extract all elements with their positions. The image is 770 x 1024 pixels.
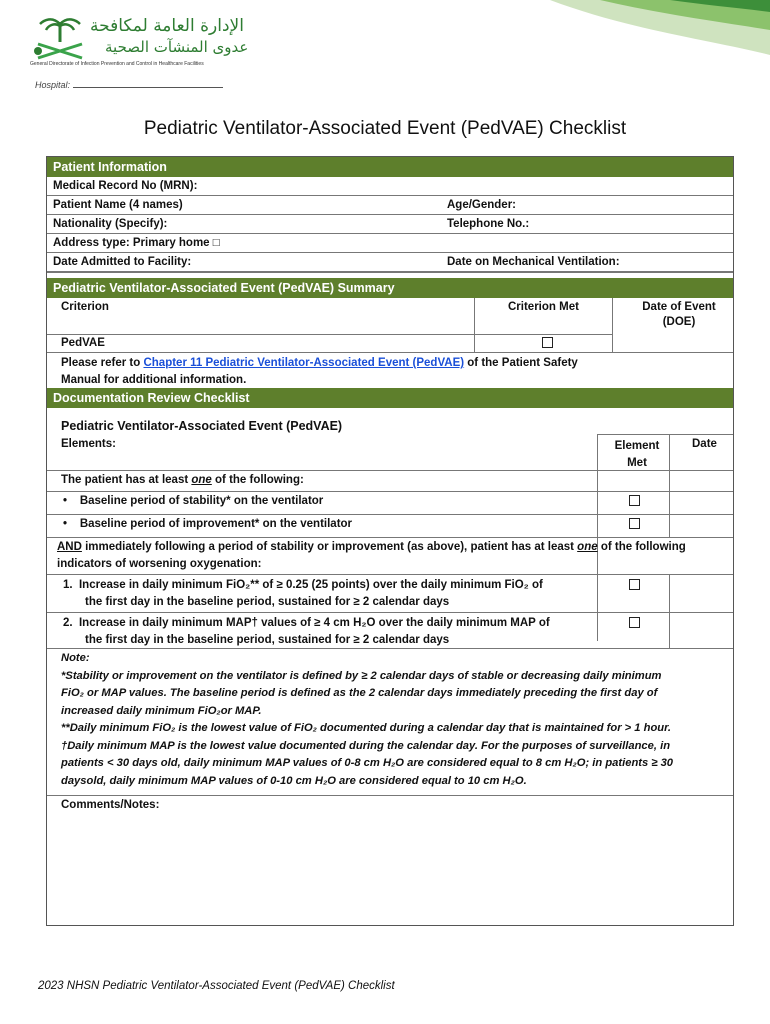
note-line2: FiO₂ or MAP values. The baseline period is defined as the 2 calendar days immediately preceding the first day of [61,687,658,699]
intro-em: one [191,474,212,486]
hospital-line [73,87,223,88]
comments-label: Comments/Notes: [61,799,160,811]
palm-swords-emblem-icon [30,14,90,64]
divider [47,352,733,353]
logo-arabic-line2: عدوى المنشآت الصحية [105,38,249,56]
chapter-11-link[interactable]: Chapter 11 Pediatric Ventilator-Associated Event (PedVAE) [143,357,465,369]
intro-post: of the following: [211,474,304,486]
intro-text [61,474,304,486]
refer-line2: Manual for additional information. [61,374,247,386]
address-label: Address type: Primary home □ [53,237,220,249]
item1-line2: the first day in the baseline period, sustained for ≥ 2 calendar days [85,596,450,608]
item1: 1. Increase in daily minimum FiO₂** of ≥ 0.25 (25 points) over the daily minimum FiO₂ of the first day in the baseline period, sustained for ≥ 2 calendar days [63,579,543,608]
note-label: Note: [61,652,90,664]
divider [47,795,733,796]
note-line3: increased daily minimum FiO₂or MAP. [61,704,262,717]
and-word: AND [57,541,82,553]
doe-header-line1: Date of Event [642,301,716,313]
mrn-field[interactable] [47,177,733,196]
and-em: one [577,541,598,553]
hospital-label: Hospital: [35,80,71,90]
divider [47,574,733,575]
divider [612,298,613,352]
bullet1 [63,495,323,507]
refer-pre: Please refer to [61,357,144,369]
divider [47,537,733,538]
item2: 2. Increase in daily minimum MAP† values of ≥ 4 cm H₂O over the daily minimum MAP of the first day in the baseline period, sustained for ≥ 2 calendar days [63,617,550,646]
bullet2-text: Baseline period of improvement* on the ventilator [79,518,353,530]
note-line4: **Daily minimum FiO₂ is the lowest value of FiO₂ documented during a calendar day that is maintained for > 1 hour. [61,722,671,734]
dates-row [47,253,733,272]
criterion-met-header: Criterion Met [508,301,579,313]
refer-text [61,355,578,389]
refer-post: of the Patient Safety [464,357,578,369]
corner-decoration [490,0,770,70]
item2-checkbox[interactable] [629,617,640,631]
note-line6: patients < 30 days old, daily minimum MAP values of 0-8 cm H₂O are considered equal to 8 cm H₂O; in patients ≥ 30 [61,757,674,769]
date-ventilation-label[interactable]: Date on Mechanical Ventilation: [447,256,620,268]
name-row [47,196,733,215]
nationality-row [47,215,733,234]
and-line2: indicators of worsening oxygenation: [57,558,262,570]
divider [47,612,733,613]
telephone-label[interactable]: Telephone No.: [447,218,530,230]
pedvae-row-label: PedVAE [61,337,105,349]
review-subheading: Pediatric Ventilator-Associated Event (PedVAE) [61,419,343,433]
doe-header [639,301,719,328]
bullet1-text: Baseline period of stability* on the ventilator [79,495,324,507]
age-gender-label[interactable]: Age/Gender: [447,199,517,211]
element-met-line2: Met [627,457,647,469]
logo-arabic-line1: الإدارة العامة لمكافحة [90,16,244,36]
and-text1: immediately following a period of stability or improvement (as above), patient has at least [81,541,578,553]
element-met-line1: Element [614,440,660,452]
pedvae-criterion-checkbox[interactable] [542,337,553,351]
comments-area[interactable] [47,817,733,925]
and-text2: of the following [597,541,686,553]
checklist-frame [46,156,734,926]
criterion-header: Criterion [61,301,109,313]
divider [47,334,612,335]
bullet2 [63,518,352,530]
nationality-label[interactable]: Nationality (Specify): [53,218,168,230]
review-heading: Documentation Review Checklist [47,388,733,408]
note-line5: †Daily minimum MAP is the lowest value documented during the calendar day. For the purposes of surveillance, in [61,739,671,752]
patient-name-label[interactable]: Patient Name (4 names) [53,199,183,211]
footer: 2023 NHSN Pediatric Ventilator-Associated Event (PedVAE) Checklist [38,980,395,992]
bullet2-checkbox[interactable] [629,518,640,532]
doe-header-line2: (DOE) [662,316,696,328]
date-admitted-label[interactable]: Date Admitted to Facility: [53,256,192,268]
note-line7: daysold, daily minimum MAP values of 0-10 cm H₂O are considered equal to 10 cm H₂O. [61,774,527,787]
item2-line2: the first day in the baseline period, sustained for ≥ 2 calendar days [85,634,450,646]
hospital-field[interactable] [35,80,223,90]
divider [47,272,733,273]
item1-line1: Increase in daily minimum FiO₂** of ≥ 0.25 (25 points) over the daily minimum FiO₂ of [78,579,543,591]
divider [47,491,733,492]
patient-info-heading: Patient Information [47,157,733,177]
divider [47,514,733,515]
divider [597,434,733,435]
note-line1: *Stability or improvement on the ventilator is defined by ≥ 2 calendar days of stable or decreasing daily minimum [61,669,662,682]
divider [474,298,475,352]
item1-checkbox[interactable] [629,579,640,593]
date-header: Date [692,438,717,450]
notes-block [61,650,721,790]
bullet-icon: • [63,495,68,507]
element-met-header [607,438,667,472]
and-text [57,539,686,573]
summary-heading: Pediatric Ventilator-Associated Event (PedVAE) Summary [47,278,733,298]
mrn-label: Medical Record No (MRN): [53,180,198,192]
item2-line1: Increase in daily minimum MAP† values of ≥ 4 cm H₂O over the daily minimum MAP of [78,617,550,629]
bullet1-checkbox[interactable] [629,495,640,509]
intro-pre: The patient has at least [61,474,192,486]
divider [47,470,733,471]
divider [669,434,670,537]
elements-label: Elements: [61,438,116,450]
divider [47,648,733,649]
page-title: Pediatric Ventilator-Associated Event (PedVAE) Checklist [143,118,627,139]
bullet-icon: • [63,518,68,530]
logo-english: General Directorate of Infection Prevention and Control in Healthcare Facilities [30,61,204,67]
address-row[interactable] [47,234,733,253]
